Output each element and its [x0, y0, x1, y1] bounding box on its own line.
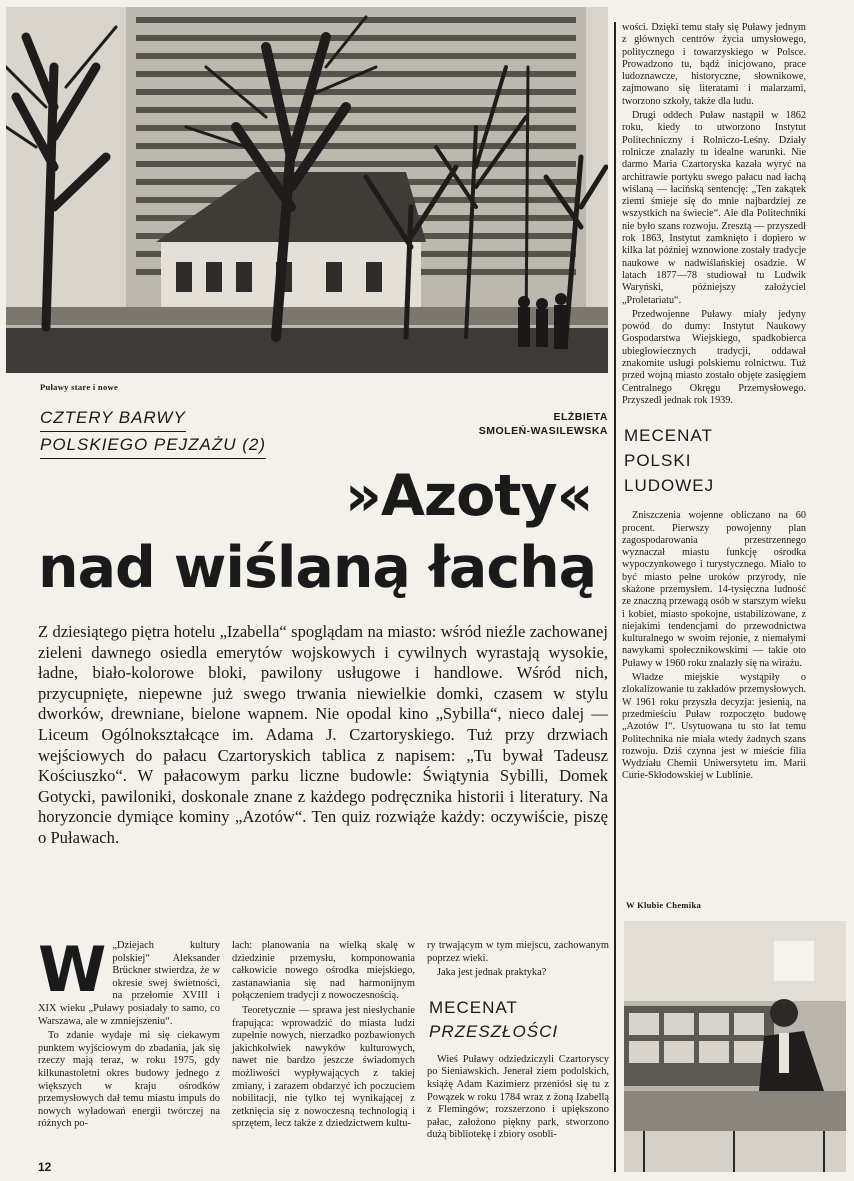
body-column-1	[38, 933, 220, 1133]
top-photo-graphic	[6, 7, 608, 373]
body-col1-p2: To zdanie wydaje mi się ciekawym punktem wyjściowym do zbadania, jak się rzeczy mają teraz, w roku 1975, gdy kilkunastoletni okres budowy jednego z większych w kraju ośrodków przemysłowych dał temu miastu impuls do nowych wyładowań energii twórczej na różnych po-	[38, 1030, 220, 1130]
right-col-p2: Drugi oddech Puław nastąpił w 1862 roku, kiedy to utworzono Instytut Politechniczny i Rolniczo-Leśny. Działy rolnicze znalazły tu idealne warunki. Nie darmo Maria Czartoryska kazała wyryć na architrawie portyku swego pałacu nad łachą wiślaną — łacińską sentencję: „Ten zakątek ziemi śmieje się do mnie najbardziej ze wszystkich na świecie“. Ale dla Politechniki nie było szans rozwoju. Zresztą — przyszedł rok 1863, Instytut zamknięto i dopiero w kilka lat później wznowione zostały tradycje naukowe w nadwiślańskiej osadzie. W latach 1877—78 studiował tu Ludwik Waryński, późniejszy założyciel „Proletariatu“.	[622, 110, 806, 306]
body-col2-p1: lach: planowania na wielką skalę w dziedzinie przemysłu, komponowania całkowicie nowego ośrodka miejskiego, zastanawiania się nad harmonijnym połączeniem tradycji z nowoczesnością.	[232, 940, 415, 1002]
body-col2-p2: Teoretycznie — sprawa jest niesłychanie frapująca: wprowadzić do miasta ludzi zupełnie nowych, nierzadko pozbawionych jakichkolwiek nawyków kulturowych, nawet nie bardzo jeszcze świadomych możliwości wypływających z takiej zmiany, i zarazem obdarzyć ich poczuciem nobilitacji, nie tylko tej wynikającej z zetknięcia się z nowoczesną technologią i sprzętem, lecz także z dziedzictwem kultu-	[232, 1004, 415, 1130]
series-title-line1: CZTERY BARWY	[40, 405, 186, 432]
body-column-3	[427, 940, 609, 1144]
right-column	[622, 22, 806, 785]
section1-title-line2: PRZESZŁOŚCI	[429, 1021, 559, 1041]
page-number: 12	[38, 1160, 52, 1174]
body-col1-p1: „Dziejach kultury polskiej“ Aleksander Brückner stwierdza, że w okresie swej świetności, na przełomie XVIII i XIX wieku „Puławy posiadały to samo, co Warszawa, ale w zmniejszeniu“.	[38, 940, 220, 1027]
bottom-photo-graphic	[624, 921, 846, 1172]
section-heading-mecenat-polski-ludowej	[624, 423, 806, 498]
right-col-p5: Władze miejskie wystąpiły o zlokalizowanie tu zakładów przemysłowych. W 1961 roku przyszła decyzja: jesienią, na przedmieściu Puław rozpoczęto budowę „Azotów I“. Usytuowana tu sto lat temu Politechnika nie miała wtedy żadnych szans rozwoju. Dziś czynna jest w mieście filia Wydziału Chemii Uniwersytetu im. Marii Curie-Skłodowskiej w Lublinie.	[622, 672, 806, 782]
headline-line1: »Azoty«	[345, 463, 593, 529]
right-col-p4: Zniszczenia wojenne obliczano na 60 procent. Pierwszy powojenny plan zagospodarowania przestrzennego wyznaczał miastu funkcję ośrodka wypoczynkowego i turystycznego. Miało to być miasto pełne uroków przyrody, nie skażone przemysłem. 14-tysięczna ludność ze znaczną przewagą osób w starszym wieku i kobiet, miasto spokojne, ustabilizowane, z niejakimi tendencjami do przewodnictwa kulturalnego w swoim rejonie, z niemałymi nawykami społecznikowskimi — takie oto Puławy w 1960 roku znalazły się na wirażu.	[622, 510, 806, 669]
series-title-line2: POLSKIEGO PEJZAŻU (2)	[40, 432, 266, 459]
section2-title-line2: POLSKI	[624, 451, 692, 471]
right-col-p1: wości. Dzięki temu stały się Puławy jednym z głównych centrów życia umysłowego, politycznego i towarzyskiego w Polsce. Prowadzono tu, bądź inicjowano, prace ludoznawcze, historyczne, słownikowe, zajmowano się literatami i malarzami, tworzono szkoły, także dla ludu.	[622, 22, 806, 107]
section2-title-line1: MECENAT	[624, 426, 713, 446]
lead-paragraph: Z dziesiątego piętra hotelu „Izabella“ spoglądam na miasto: wśród nieźle zachowanej zieleni dawnego osiedla emerytów wojskowych i cywilnych wyrastają wysokie, ładne, biało-kolorowe bloki, pawilony usługowe i handlowe. Wśród nich, przycupnięte, niepewne już swego trwania niewielkie domki, czasem w stylu dworków, drewniane, bielone wapnem. Nie opodal kino „Sybilla“, nieco dalej — Liceum Ogólnokształcące im. Adama J. Czartoryskiego. Tuż przy drzwiach wejściowych do pałacu Czartoryskich tablica z napisem: „Tu bywał Tadeusz Kościuszko“. W pałacowym parku liczne budowle: Świątynia Sybilli, Domek Gotycki, pawiloniki, doskonale znane z każdego podręcznika historii i literatury. Na horyzoncie dymiące kominy „Azotów“. Ten quiz rozwiąże każdy: oczywiście, piszę o Puławach.	[38, 622, 608, 847]
top-photo-caption: Puławy stare i nowe	[40, 382, 119, 392]
column-divider	[614, 22, 616, 1172]
body-column-2	[232, 940, 415, 1133]
section2-title-line3: LUDOWEJ	[624, 476, 715, 496]
right-col-p3: Przedwojenne Puławy miały jedyny powód do dumy: Instytut Naukowy Gospodarstwa Wiejskiego, spadkobierca ubiegłowiecznych tradycji, oddawał znakomite usługi polskiemu rolnictwu. Tuż przed wojną miasto zostało objęte zasięgiem Centralnego Okręgu Przemysłowego. Przyszedł jednak rok 1939.	[622, 308, 806, 406]
author-first-name: ELŻBIETA	[553, 411, 608, 423]
author-byline	[408, 410, 608, 438]
series-title	[40, 405, 266, 459]
section1-title-line1: MECENAT	[429, 997, 518, 1017]
headline-line2: nad wiślaną łachą	[38, 535, 597, 601]
section-heading-mecenat-przeszlosci	[429, 996, 609, 1044]
body-col3-p1: ry trwającym w tym miejscu, zachowanym poprzez wieki.	[427, 940, 609, 964]
bottom-photo-caption: W Klubie Chemika	[626, 900, 702, 910]
body-col3-p2: Jaka jest jednak praktyka?	[437, 967, 547, 979]
author-last-name: SMOLEŃ-WASILEWSKA	[478, 425, 608, 437]
dropcap: W	[38, 933, 107, 1006]
top-photo	[6, 7, 608, 373]
body-col3-p3: Wieś Puławy odziedziczyli Czartoryscy po Sieniawskich. Jenerał ziem podolskich, książę Adam Kazimierz przeniósł się tu z Powązek w roku 1784 wraz z żoną Izabellą z Flemingów; rozszerzono i upiększono pałac, założono piękny park, stworzono dużą bibliotekę i zbiory osobli-	[427, 1053, 609, 1141]
bottom-photo	[624, 921, 846, 1172]
